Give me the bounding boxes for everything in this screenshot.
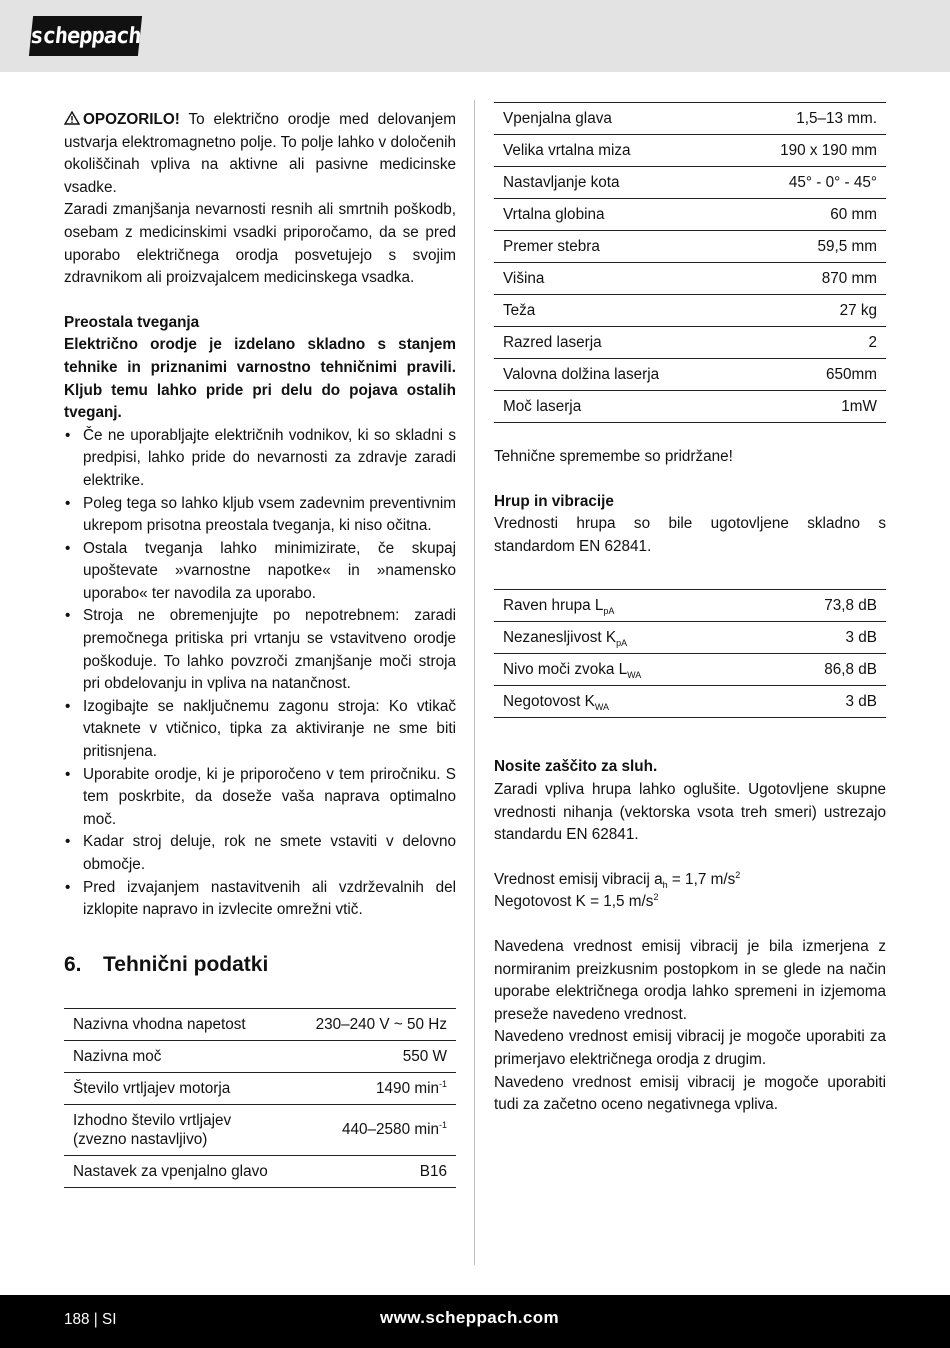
spec-label: Število vrtljajev motorja [64, 1072, 292, 1104]
list-item: • Ostala tveganja lahko minimizirate, če skupaj upoštevate »varnostne napotke« in »namensko uporabo« ter navodila za uporabo. [64, 538, 456, 606]
vibration-uncertainty-line [494, 891, 886, 914]
warning-label: OPOZORILO! [83, 111, 180, 128]
spec-value-cell [292, 1104, 456, 1155]
footer-bar [0, 1295, 950, 1348]
left-column [64, 109, 456, 1188]
section-title: Tehnični podatki [103, 952, 269, 976]
spec-value: 870 mm [730, 263, 886, 295]
spec-label: Nastavek za vpenjalno glavo [64, 1155, 292, 1187]
spec-value: 45° - 0° - 45° [730, 167, 886, 199]
protection-text: Zaradi vpliva hrupa lahko oglušite. Ugotovljene skupne vrednosti nihanja (vektorska vsota treh smeri) ustrezajo standardu EN 62841. [494, 780, 886, 844]
spec-value: 230–240 V ~ 50 Hz [292, 1008, 456, 1040]
spec-value: 60 mm [730, 199, 886, 231]
table-row [494, 135, 886, 167]
website-link[interactable]: www.scheppach.com [380, 1308, 560, 1327]
vibration-emission-label: Vrednost emisij vibracij a [494, 870, 663, 888]
logo-text: scheppach [29, 23, 142, 49]
table-row [64, 1104, 456, 1155]
noise-heading: Hrup in vibracije [494, 492, 614, 510]
warning-triangle-icon [64, 111, 80, 125]
spec-label: Velika vrtalna miza [494, 135, 730, 167]
page-separator: | [93, 1311, 98, 1328]
spec-value: 59,5 mm [730, 231, 886, 263]
list-item: • Poleg tega so lahko kljub vsem zadevnim preventivnim ukrepom prisotna preostala tveganja, ki niso očitna. [64, 493, 456, 538]
vibration-emission-exponent: 2 [735, 869, 741, 880]
table-row [494, 327, 886, 359]
page-number-value: 188 [64, 1311, 90, 1328]
vibration-emission-line [494, 869, 886, 892]
table-row [494, 295, 886, 327]
noise-value: 3 dB [764, 622, 886, 654]
language-code: SI [102, 1311, 117, 1328]
spec-value: B16 [292, 1155, 456, 1187]
list-item: • Uporabite orodje, ki je priporočeno v tem priročniku. S tem poskrbite, da doseže vaša naprava optimalno moč. [64, 764, 456, 832]
spec-label: Izhodno število vrtljajev (zvezno nastavljivo) [64, 1104, 292, 1155]
page-number [64, 1309, 116, 1331]
table-row [64, 1040, 456, 1072]
spec-value: 1490 min [376, 1079, 439, 1097]
spec-label: Nazivna vhodna napetost [64, 1008, 292, 1040]
noise-label: Raven hrupa L [503, 597, 604, 615]
noise-table [494, 589, 886, 718]
noise-label-cell [494, 622, 764, 654]
table-row [494, 103, 886, 135]
spec-value-cell [292, 1072, 456, 1104]
section-heading [64, 952, 456, 978]
spec-label: Nazivna moč [64, 1040, 292, 1072]
noise-label-subscript: pA [603, 606, 615, 617]
vibration-paragraph: Navedena vrednost emisij vibracij je bila izmerjena z normiranim preizkusnim postopkom in se glede na način uporabe električnega orodja lahko spremeni in izjemoma preseže navedeno vrednost. [494, 937, 886, 1023]
warning-paragraph [64, 109, 456, 199]
warning-paragraph-2: Zaradi zmanjšanja nevarnosti resnih ali smrtnih poškodb, osebam z medicinskimi vsadki priporočamo, da se pred uporabo električnega orodja posvetujejo s svojim zdravnikom ali proizvajalcem medicinskega vsadka. [64, 201, 456, 287]
technical-note: Tehnične spremembe so pridržane! [494, 448, 733, 465]
table-row [494, 686, 886, 718]
risks-intro: Električno orodje je izdelano skladno s stanjem tehnike in priznanimi varnostno tehničnimi pravili. Kljub temu lahko pride pri delu do pojava ostalih tveganj. [64, 336, 456, 422]
noise-label: Negotovost K [503, 693, 595, 711]
table-row [494, 167, 886, 199]
table-row [64, 1008, 456, 1040]
vibration-paragraph: Navedeno vrednost emisij vibracij je mogoče uporabiti za primerjavo električnega orodja z drugim. [494, 1028, 886, 1068]
spec-table-right [494, 102, 886, 423]
spec-value: 440–2580 min [342, 1121, 439, 1139]
spec-value: 550 W [292, 1040, 456, 1072]
noise-label: Nezanesljivost K [503, 629, 617, 647]
table-row [494, 199, 886, 231]
spec-label: Premer stebra [494, 231, 730, 263]
noise-value: 73,8 dB [764, 590, 886, 622]
spec-value: 1mW [730, 391, 886, 423]
table-row [64, 1072, 456, 1104]
brand-logo [29, 16, 142, 56]
table-row [494, 263, 886, 295]
noise-label-cell [494, 590, 764, 622]
noise-value: 86,8 dB [764, 654, 886, 686]
list-item: • Kadar stroj deluje, rok ne smete vstaviti v delovno območje. [64, 831, 456, 876]
noise-label: Nivo moči zvoka L [503, 661, 628, 679]
noise-value: 3 dB [764, 686, 886, 718]
table-row [494, 231, 886, 263]
spec-value: 650mm [730, 359, 886, 391]
risks-list [64, 425, 456, 922]
list-item: • Pred izvajanjem nastavitvenih ali vzdrževalnih del izklopite napravo in izvlecite omrežni vtič. [64, 877, 456, 922]
spec-table-left [64, 1008, 456, 1188]
vibration-uncertainty-value: Negotovost K = 1,5 m/s [494, 893, 654, 911]
noise-label-subscript: pA [616, 638, 628, 649]
spec-label: Višina [494, 263, 730, 295]
spec-label: Teža [494, 295, 730, 327]
column-divider [474, 100, 475, 1265]
spec-label: Razred laserja [494, 327, 730, 359]
spec-value-exponent: -1 [438, 1078, 447, 1089]
noise-label-cell [494, 654, 764, 686]
table-row [494, 654, 886, 686]
noise-label-subscript: WA [627, 670, 642, 681]
spec-value: 190 x 190 mm [730, 135, 886, 167]
noise-label-cell [494, 686, 764, 718]
section-number: 6. [64, 952, 82, 976]
vibration-emission-value: = 1,7 m/s [667, 870, 736, 888]
vibration-emission-subscript: h [662, 879, 668, 890]
table-row [64, 1155, 456, 1187]
table-row [494, 622, 886, 654]
vibration-paragraph: Navedeno vrednost emisij vibracij je mogoče uporabiti tudi za začetno oceno negativnega vpliva. [494, 1073, 886, 1114]
list-item: • Če ne uporabljajte električnih vodnikov, ki so skladni s predpisi, lahko pride do nevarnosti za zdravje zaradi elektrike. [64, 425, 456, 493]
list-item: • Izogibajte se naključnemu zagonu stroja: Ko vtikač vtaknete v vtičnico, tipka za aktiviranje ne sme biti pritisnjena. [64, 696, 456, 764]
spec-value: 27 kg [730, 295, 886, 327]
noise-intro: Vrednosti hrupa so bile ugotovljene skladno s standardom EN 62841. [494, 515, 886, 555]
risks-heading: Preostala tveganja [64, 313, 200, 331]
spec-label: Nastavljanje kota [494, 167, 730, 199]
spec-value: 2 [730, 327, 886, 359]
table-row [494, 590, 886, 622]
header-bar [0, 0, 950, 72]
list-item: • Stroja ne obremenjujte po nepotrebnem: zaradi premočnega pritiska pri vrtanju se vstavitveno orodje poškoduje. To lahko povzroči zmanjšanje moči stroja pri obdelovanju in vpliva na natančnost. [64, 605, 456, 695]
protection-heading: Nosite zaščito za sluh. [494, 758, 658, 776]
table-row [494, 359, 886, 391]
spec-label: Valovna dolžina laserja [494, 359, 730, 391]
noise-label-subscript: WA [594, 702, 610, 713]
spec-value-exponent: -1 [438, 1120, 447, 1131]
spec-label: Moč laserja [494, 391, 730, 423]
spec-label: Vrtalna globina [494, 199, 730, 231]
warning-text: To električno orodje med delovanjem ustvarja elektromagnetno polje. To polje lahko v določenih okoliščinah vpliva na aktivne ali pasivne medicinske vsadke. [64, 111, 456, 196]
spec-label: Vpenjalna glava [494, 103, 730, 135]
table-row [494, 391, 886, 423]
right-column [494, 102, 886, 1117]
spec-value: 1,5–13 mm. [730, 103, 886, 135]
vibration-uncertainty-exponent: 2 [653, 892, 659, 903]
